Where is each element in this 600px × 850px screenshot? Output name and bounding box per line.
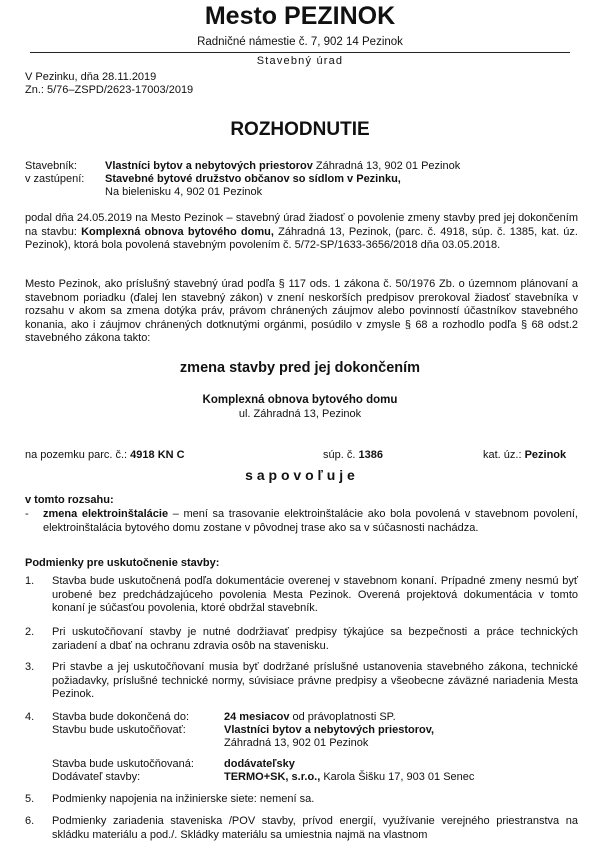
intro-paragraph-2: Mesto Pezinok, ako príslušný stavebný úrad podľa § 117 ods. 1 zákona č. 50/1976 Zb. o územnom plánovaní a stavebnom poriadku (ďalej len stavebný zákon) v znení neskorších predpisov prerokoval žiadosť stavebníka v rozsahu v akom sa zmena dotýka práv, právom chránených záujmov alebo povinností účastníkov stavebného konania, ako i záujmov chránených dotknutými orgánmi, posúdilo v zmysle § 68 a rozhodlo podľa § 68 odst.2 stavebného zákona takto: — [25, 278, 578, 344]
reference-number: Zn.: 5/76–ZSPD/2623-17003/2019 — [25, 84, 194, 96]
contractor-name: TERMO+SK, s.r.o., — [224, 771, 321, 783]
condition-6-text: Podmienky zariadenia staveniska /POV stavby, prívod energií, využívanie verejného priestranstva na skládku materiálu a pod./. Skládky materiálu sa umiestnia najmä na vlastnom — [52, 815, 578, 841]
intro-text-a: podal dňa 24.05.2019 na Mesto Pezinok – stavebný úrad žiadosť o povolenie zmeny stavby pred jej dokončením na stavbu: — [25, 212, 578, 238]
scope-item-title: zmena elektroinštalácie — [43, 508, 169, 520]
condition-4 — [25, 711, 578, 785]
condition-2 — [25, 626, 578, 654]
builder-label: Stavebník: — [25, 160, 77, 172]
condition-4-number: 4. — [25, 711, 35, 723]
representative-name: Stavebné bytové družstvo občanov so sídlom v Pezinku, — [105, 173, 401, 185]
scope-item-desc: – mení sa trasovanie elektroinštalácie ako bola povolená v stavebnom povolení, elektroinštalácia bytového domu zostane v pôvodnej trase ako sa v súčasnosti nachádza. — [43, 508, 578, 534]
builder-name: Vlastníci bytov a nebytových priestorov — [105, 160, 313, 172]
scope-bullet: - — [25, 508, 29, 520]
condition-2-number: 2. — [25, 626, 35, 638]
builder-address: Záhradná 13, 902 01 Pezinok — [312, 160, 461, 172]
completion-period: 24 mesiacov — [224, 711, 290, 723]
office-name: Stavebný úrad — [256, 55, 344, 67]
scope-heading: v tomto rozsahu: — [25, 494, 114, 506]
completion-text: od právoplatnosti SP. — [289, 711, 396, 723]
project-title: Komplexná obnova bytového domu — [202, 394, 398, 406]
intro-text-c: Záhradná 13, Pezinok, (parc. č. 4918, súp. č. 1385, kat. úz. Pezinok), ktorá bola povolená stavebným povolením č. 5/72-SP/1633-3656/2018 dňa 03.05.2018. — [25, 225, 578, 251]
cadastral-value: Pezinok — [524, 449, 567, 461]
project-name-inline: Komplexná obnova bytového domu, — [81, 225, 274, 238]
condition-1 — [25, 575, 578, 617]
condition-5-number: 5. — [25, 793, 35, 805]
contractor-value — [224, 771, 474, 785]
condition-5 — [25, 793, 578, 807]
method-value: dodávateľsky — [224, 758, 295, 770]
sup-info — [323, 449, 383, 463]
condition-5-text: Podmienky napojenia na inžinierske siete: nemení sa. — [52, 793, 315, 805]
parcel-label: na pozemku parc. č.: — [25, 449, 131, 461]
contractor-address: Karola Šišku 17, 903 01 Senec — [320, 771, 475, 783]
parcel-info — [25, 449, 185, 463]
method-label: Stavba bude uskutočňovaná: — [52, 758, 194, 770]
builder-line — [105, 160, 575, 174]
condition-6-number: 6. — [25, 815, 35, 827]
city-address: Radničné námestie č. 7, 902 14 Pezinok — [197, 36, 403, 48]
project-address: ul. Záhradná 13, Pezinok — [238, 408, 362, 420]
place-date: V Pezinku, dňa 28.11.2019 — [25, 71, 157, 83]
completion-value — [224, 711, 396, 725]
condition-3-text: Pri stavbe a jej uskutočňovaní musia byť dodržané príslušné ustanovenia stavebného zákona, technické požiadavky, príslušné technické normy, súvisiace právne predpisy a všeobecne záväzné nariadenia Mesta Pezinok. — [52, 661, 578, 700]
conditions-heading: Podmienky pre uskutočnenie stavby: — [25, 557, 220, 569]
city-title: Mesto PEZINOK — [204, 2, 396, 30]
verdict: s a p o v o ľ u j e — [245, 467, 355, 483]
scope-item — [25, 508, 578, 550]
condition-3 — [25, 661, 578, 703]
condition-2-text: Pri uskutočňovaní stavby je nutné dodržiavať predpisy týkajúce sa bezpečnosti a práce technických zariadení a dbať na ochranu zdravia osôb na stavenisku. — [52, 626, 578, 652]
document-title: ROZHODNUTIE — [230, 119, 370, 140]
sup-value: 1386 — [358, 449, 383, 461]
parcel-value: 4918 KN C — [130, 449, 185, 461]
condition-1-text: Stavba bude uskutočnená podľa dokumentácie overenej v stavebnom konaní. Prípadné zmeny nesmú byť urobené bez predchádzajúceho povolenia Mesta Pezinok. Overená projektová dokumentácia v tomto konaní je súčasťou povolenia, ktoré obdržal stavebník. — [52, 575, 578, 614]
condition-3-number: 3. — [25, 661, 35, 673]
completion-label: Stavba bude dokončená do: — [52, 711, 190, 723]
header-divider — [30, 52, 570, 53]
contractor-label: Dodávateľ stavby: — [52, 771, 141, 783]
intro-paragraph-1 — [25, 212, 578, 253]
representative-label: v zastúpení: — [25, 173, 85, 185]
executor-label: Stavbu bude uskutočňovať: — [52, 724, 186, 736]
executor-address: Záhradná 13, 902 01 Pezinok — [224, 737, 369, 749]
condition-6 — [25, 815, 578, 843]
decision-heading: zmena stavby pred jej dokončením — [179, 360, 421, 376]
representative-address: Na bielenisku 4, 902 01 Pezinok — [105, 186, 263, 198]
executor-name: Vlastníci bytov a nebytových priestorov, — [224, 724, 435, 736]
cadastral-info — [483, 449, 566, 463]
cadastral-label: kat. úz.: — [483, 449, 525, 461]
condition-1-number: 1. — [25, 575, 35, 587]
sup-label: súp. č. — [323, 449, 359, 461]
scope-item-text — [43, 508, 578, 535]
